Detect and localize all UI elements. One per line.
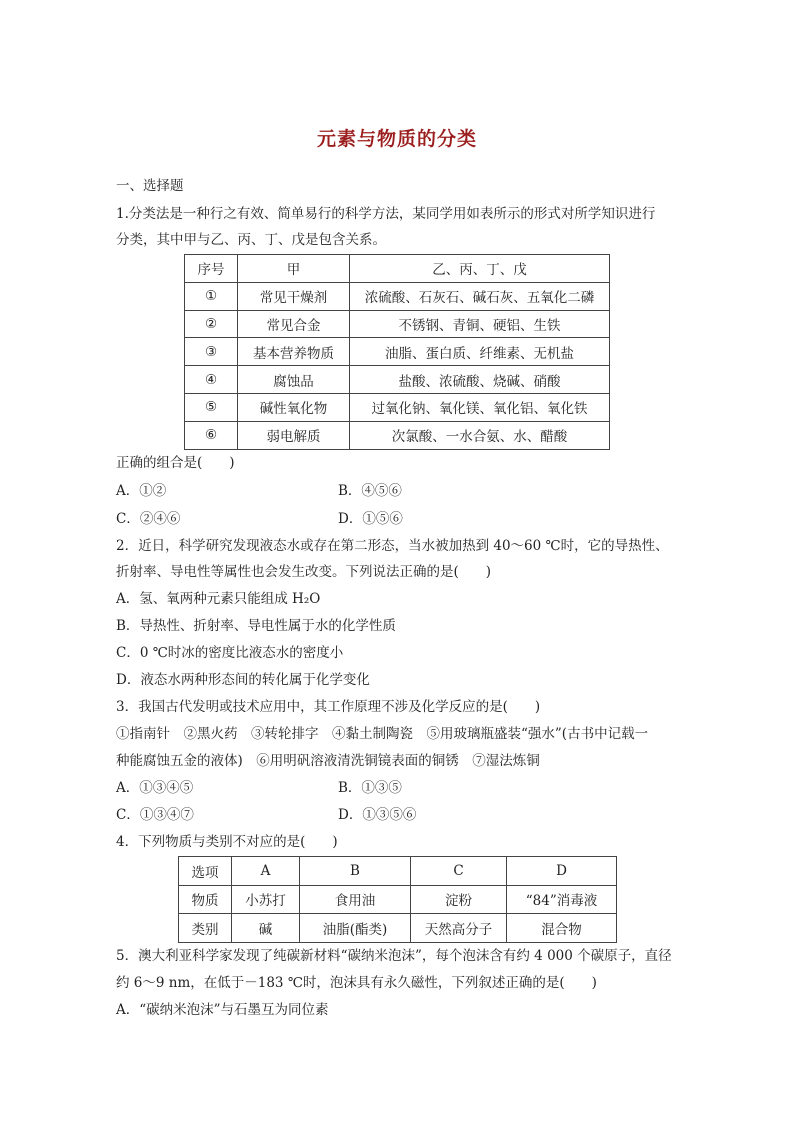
table-cell: 基本营养物质	[238, 338, 350, 366]
table-cell: ①	[185, 282, 238, 310]
q3-stem-line2: ①指南针 ②黑火药 ③转轮排字 ④黏土制陶瓷 ⑤用玻璃瓶盛装“强水”(古书中记载一	[116, 726, 649, 742]
table-row	[185, 366, 610, 394]
table-cell: C	[411, 857, 507, 886]
table-row	[179, 885, 617, 914]
q1-table	[184, 254, 610, 450]
q4-stem: 4．下列物质与类别不对应的是( )	[116, 834, 338, 850]
table-cell: D	[507, 857, 617, 886]
q3-stem-line3: 种能腐蚀五金的液体) ⑥用明矾溶液清洗铜镜表面的铜锈 ⑦湿法炼铜	[116, 753, 540, 769]
table-cell: 碱	[232, 914, 300, 943]
table-cell: ④	[185, 366, 238, 394]
table-cell: 油脂、蛋白质、纤维素、无机盐	[350, 338, 610, 366]
q1-stem-line1: 1.分类法是一种行之有效、简单易行的科学方法，某同学用如表所示的形式对所学知识进行	[116, 206, 656, 222]
table-cell: A	[232, 857, 300, 886]
q3-option-c: C．①③④⑦	[116, 807, 194, 823]
table-cell: 腐蚀品	[238, 366, 350, 394]
q1-prompt: 正确的组合是( )	[116, 455, 235, 471]
q2-stem-line1: 2．近日，科学研究发现液态水或存在第二形态，当水被加热到 40～60 ℃时，它的导热性、	[116, 538, 669, 554]
table-cell: 常见合金	[238, 310, 350, 338]
table-cell: 过氧化钠、氧化镁、氧化铝、氧化铁	[350, 393, 610, 421]
q2-option-b: B．导热性、折射率、导电性属于水的化学性质	[116, 618, 396, 634]
table-cell: ②	[185, 310, 238, 338]
q1-stem-line2: 分类，其中甲与乙、丙、丁、戊是包含关系。	[116, 232, 386, 248]
page-title: 元素与物质的分类	[316, 128, 477, 150]
table-cell: 弱电解质	[238, 421, 350, 449]
table-cell: 盐酸、浓硫酸、烧碱、硝酸	[350, 366, 610, 394]
table-header-cell: 甲	[238, 255, 350, 283]
table-cell: ③	[185, 338, 238, 366]
table-cell: 小苏打	[232, 885, 300, 914]
q2-option-d: D．液态水两种形态间的转化属于化学变化	[116, 672, 370, 688]
table-cell: 选项	[179, 857, 232, 886]
table-cell: ⑥	[185, 421, 238, 449]
q1-option-d: D．①⑤⑥	[338, 511, 403, 527]
q1-option-c: C．②④⑥	[116, 511, 181, 527]
q2-option-c: C．0 ℃时冰的密度比液态水的密度小	[116, 645, 344, 661]
table-cell: 天然高分子	[411, 914, 507, 943]
table-cell: 淀粉	[411, 885, 507, 914]
table-cell: 食用油	[300, 885, 411, 914]
table-cell: 碱性氧化物	[238, 393, 350, 421]
table-row	[185, 310, 610, 338]
q3-stem-line1: 3．我国古代发明或技术应用中，其工作原理不涉及化学反应的是( )	[116, 699, 541, 715]
q3-option-a: A．①③④⑤	[116, 780, 194, 796]
table-row	[185, 282, 610, 310]
table-row	[185, 421, 610, 449]
table-row	[179, 857, 617, 886]
table-cell: 次氯酸、一水合氨、水、醋酸	[350, 421, 610, 449]
section-heading: 一、选择题	[116, 178, 184, 194]
q2-stem-line2: 折射率、导电性等属性也会发生改变。下列说法正确的是( )	[116, 564, 492, 580]
table-cell: B	[300, 857, 411, 886]
table-row	[185, 393, 610, 421]
table-row	[179, 914, 617, 943]
table-cell: 浓硫酸、石灰石、碱石灰、五氧化二磷	[350, 282, 610, 310]
q5-stem-line1: 5．澳大利亚科学家发现了纯碳新材料“碳纳米泡沫”，每个泡沫含有约 4 000 个碳原子，直径	[116, 948, 672, 964]
table-cell: 类别	[179, 914, 232, 943]
q4-table	[178, 856, 617, 943]
table-cell: 物质	[179, 885, 232, 914]
table-header-row	[185, 255, 610, 283]
table-cell: ⑤	[185, 393, 238, 421]
q5-option-a: A．“碳纳米泡沫”与石墨互为同位素	[116, 1002, 329, 1018]
table-cell: 混合物	[507, 914, 617, 943]
q3-option-d: D．①③⑤⑥	[338, 807, 417, 823]
table-cell: 油脂(酯类)	[300, 914, 411, 943]
table-cell: 常见干燥剂	[238, 282, 350, 310]
q3-option-b: B．①③⑤	[338, 780, 402, 796]
table-cell: 不锈钢、青铜、硬铝、生铁	[350, 310, 610, 338]
q5-stem-line2: 约 6～9 nm，在低于－183 ℃时，泡沫具有永久磁性，下列叙述正确的是( )	[116, 975, 597, 991]
table-cell: “84”消毒液	[507, 885, 617, 914]
q1-option-b: B．④⑤⑥	[338, 483, 402, 499]
q1-option-a: A．①②	[116, 483, 167, 499]
table-header-cell: 乙、丙、丁、戊	[350, 255, 610, 283]
table-header-cell: 序号	[185, 255, 238, 283]
q2-option-a: A．氢、氧两种元素只能组成 H₂O	[116, 591, 321, 607]
table-row	[185, 338, 610, 366]
